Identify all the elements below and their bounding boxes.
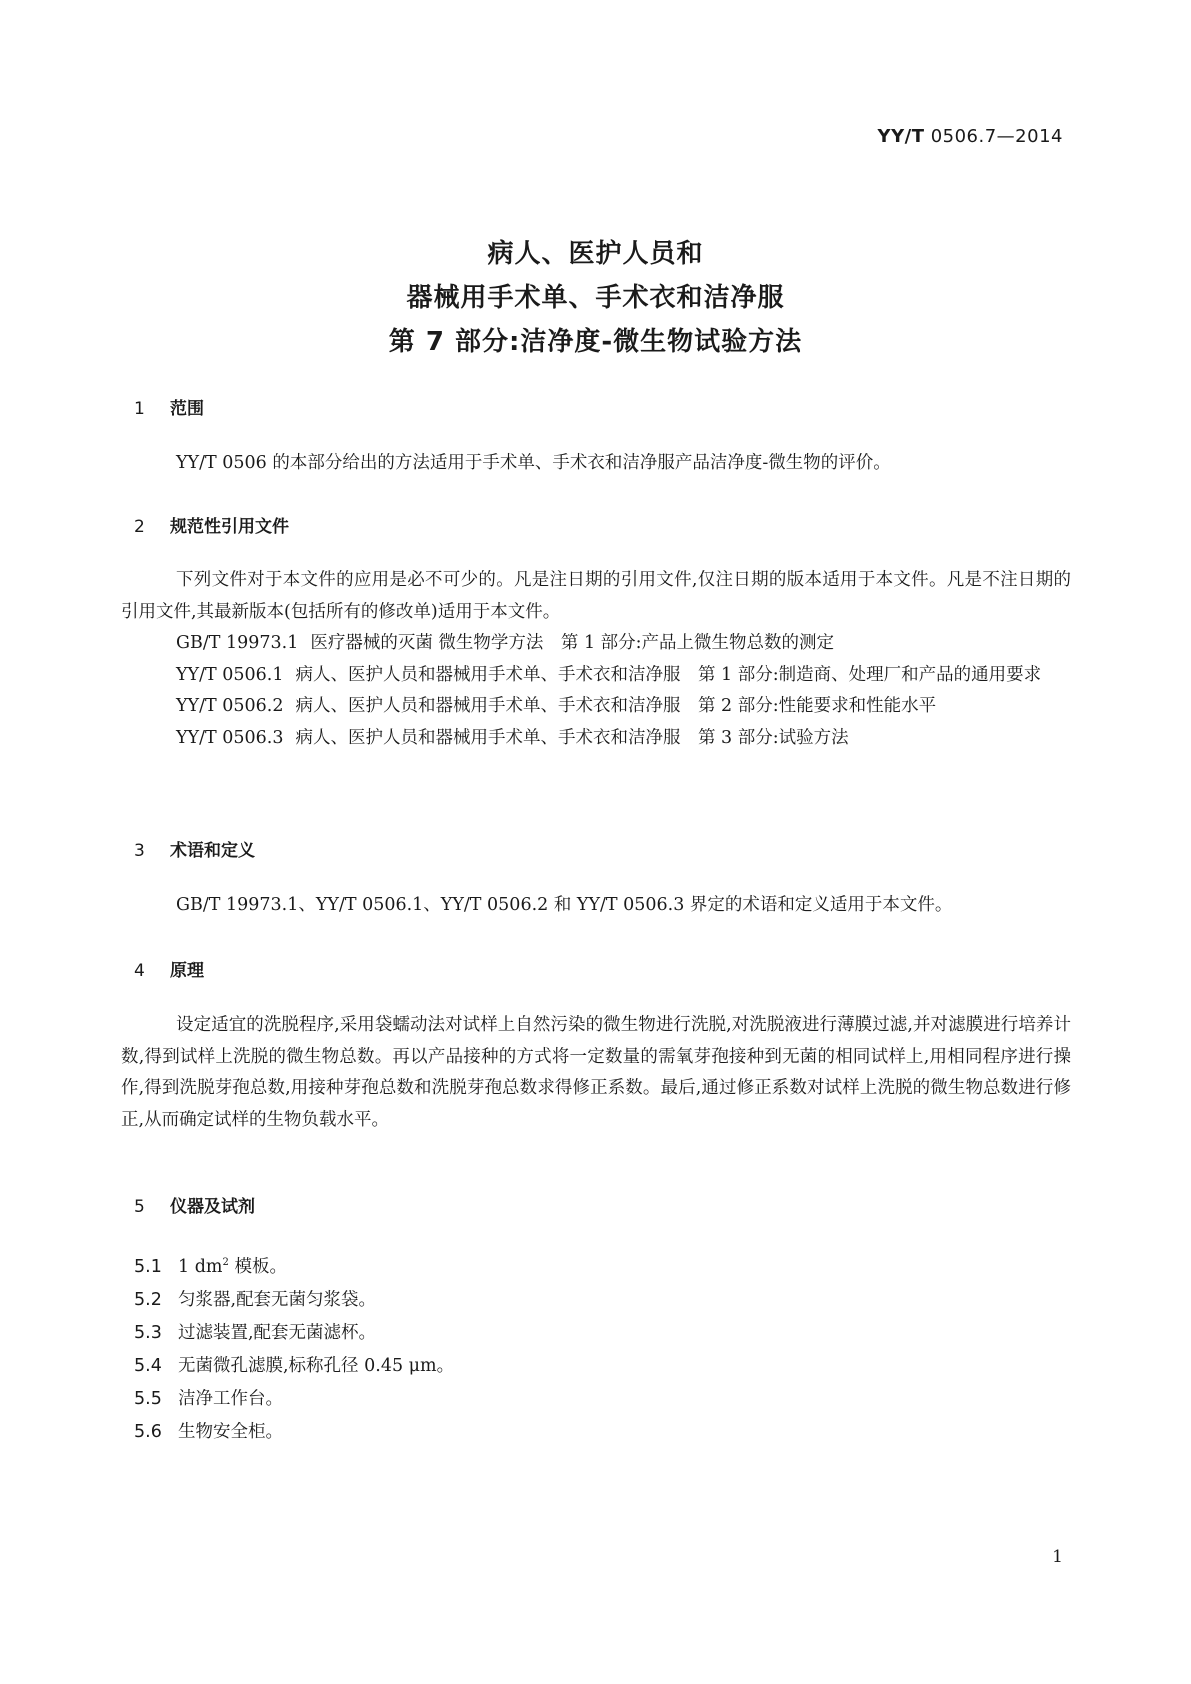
section-2-intro <box>121 565 1071 628</box>
apparatus-item-text: 生物安全柜。 <box>178 1421 283 1442</box>
section-1-text: YY/T 0506 的本部分给出的方法适用于手术单、手术衣和洁净服产品洁净度-微生物的评价。 <box>176 453 891 473</box>
reference-item <box>121 723 1071 755</box>
apparatus-item-text: 1 dm <box>178 1256 223 1277</box>
reference-title: 病人、医护人员和器械用手术单、手术衣和洁净服 第 1 部分:制造商、处理厂和产品的通用要求 <box>295 664 1042 685</box>
section-2-heading <box>134 512 289 537</box>
title-line-2: 器械用手术单、手术衣和洁净服 <box>406 283 785 313</box>
apparatus-item-number: 5.6 <box>134 1421 162 1442</box>
section-2-intro-text: 下列文件对于本文件的应用是必不可少的。凡是注日期的引用文件,仅注日期的版本适用于本文件。凡是不注日期的引用文件,其最新版本(包括所有的修改单)适用于本文件。 <box>121 570 1071 622</box>
reference-item <box>121 691 1071 723</box>
apparatus-item-number: 5.2 <box>134 1289 162 1310</box>
section-3-body <box>121 890 1071 922</box>
section-1-body <box>121 448 1071 480</box>
section-3-heading <box>134 836 255 861</box>
apparatus-item <box>134 1350 454 1383</box>
apparatus-item <box>134 1383 454 1416</box>
apparatus-item-text: 匀浆器,配套无菌匀浆袋。 <box>178 1289 377 1310</box>
section-2-title: 规范性引用文件 <box>170 517 289 537</box>
section-5-heading <box>134 1192 255 1217</box>
standard-code <box>878 126 1063 147</box>
reference-title: 病人、医护人员和器械用手术单、手术衣和洁净服 第 3 部分:试验方法 <box>295 727 849 748</box>
section-1-number: 1 <box>134 399 145 419</box>
apparatus-item-number: 5.4 <box>134 1355 162 1376</box>
reference-code: YY/T 0506.3 <box>176 727 284 748</box>
section-3-text: GB/T 19973.1、YY/T 0506.1、YY/T 0506.2 和 YY/T 0506.3 界定的术语和定义适用于本文件。 <box>176 895 953 915</box>
section-3-title: 术语和定义 <box>170 841 255 861</box>
section-4-number: 4 <box>134 961 145 981</box>
apparatus-item-text-suffix: 模板。 <box>228 1256 287 1277</box>
section-1-heading <box>134 394 204 419</box>
apparatus-item-text: 洁净工作台。 <box>178 1388 283 1409</box>
section-5-title: 仪器及试剂 <box>170 1197 255 1217</box>
apparatus-item <box>134 1416 454 1449</box>
section-4-title: 原理 <box>170 961 204 981</box>
apparatus-item-number: 5.5 <box>134 1388 162 1409</box>
apparatus-item <box>134 1246 454 1284</box>
title-line-3: 第 7 部分:洁净度-微生物试验方法 <box>388 327 803 357</box>
apparatus-item-number: 5.1 <box>134 1256 162 1277</box>
reference-title: 医疗器械的灭菌 微生物学方法 第 1 部分:产品上微生物总数的测定 <box>310 633 835 653</box>
title-line-1: 病人、医护人员和 <box>487 239 704 269</box>
reference-code: GB/T 19973.1 <box>176 633 299 653</box>
reference-item <box>121 660 1071 692</box>
reference-code: YY/T 0506.2 <box>176 696 284 716</box>
normative-references <box>121 628 1071 754</box>
page-number: 1 <box>1052 1547 1063 1567</box>
section-4-heading <box>134 956 204 981</box>
apparatus-item <box>134 1284 454 1317</box>
apparatus-item <box>134 1317 454 1350</box>
reference-title: 病人、医护人员和器械用手术单、手术衣和洁净服 第 2 部分:性能要求和性能水平 <box>295 696 937 716</box>
section-1-title: 范围 <box>170 399 204 419</box>
document-title <box>0 232 1191 364</box>
apparatus-item-number: 5.3 <box>134 1322 162 1343</box>
section-2-number: 2 <box>134 517 145 537</box>
apparatus-list <box>134 1246 454 1449</box>
reference-item <box>121 628 1071 660</box>
standard-code-number: 0506.7—2014 <box>930 126 1063 147</box>
section-5-number: 5 <box>134 1197 145 1217</box>
section-3-number: 3 <box>134 841 145 861</box>
section-4-body <box>121 1010 1071 1136</box>
apparatus-item-superscript: 2 <box>222 1257 229 1268</box>
section-4-text: 设定适宜的洗脱程序,采用袋蠕动法对试样上自然污染的微生物进行洗脱,对洗脱液进行薄膜过滤,并对滤膜进行培养计数,得到试样上洗脱的微生物总数。再以产品接种的方式将一定数量的需氧芽孢接种到无菌的相同试样上,用相同程序进行操作,得到洗脱芽孢总数,用接种芽孢总数和洗脱芽孢总数求得修正系数。最后,通过修正系数对试样上洗脱的微生物总数进行修正,从而确定试样的生物负载水平。 <box>121 1015 1071 1130</box>
standard-code-prefix: YY/T <box>877 126 925 147</box>
reference-code: YY/T 0506.1 <box>176 664 284 685</box>
apparatus-item-text: 过滤装置,配套无菌滤杯。 <box>178 1322 377 1343</box>
apparatus-item-text: 无菌微孔滤膜,标称孔径 0.45 μm。 <box>178 1355 455 1376</box>
